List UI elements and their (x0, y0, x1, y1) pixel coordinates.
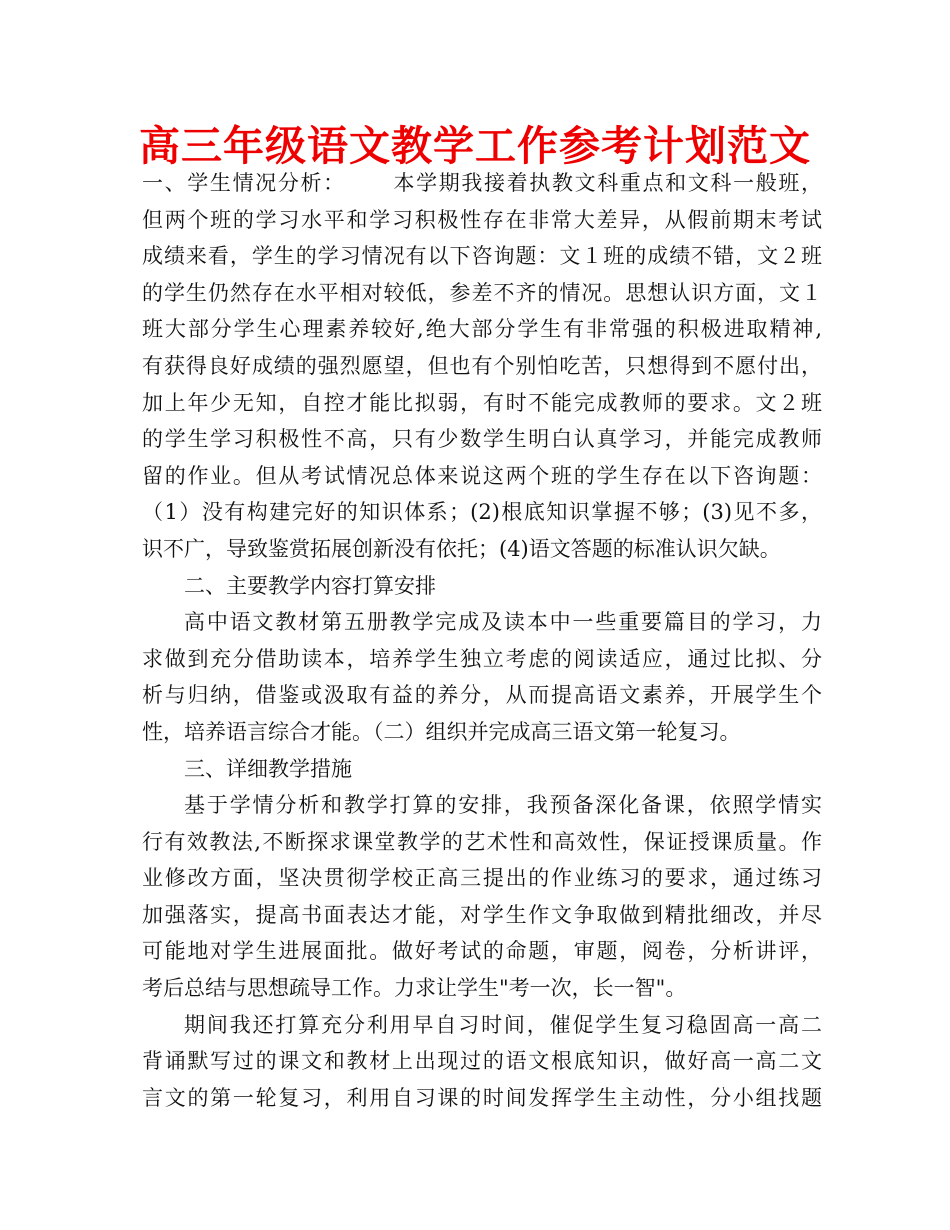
paragraph-line: 有获得良好成绩的强烈愿望，但也有个别怕吃苦，只想得到不愿付出， (142, 353, 822, 378)
paragraph-line: 求做到充分借助读本，培养学生独立考虑的阅读适应，通过比拟、分 (142, 646, 822, 671)
paragraph-line: 可能地对学生进展面批。做好考试的命题，审题，阅卷，分析讲评， (142, 939, 822, 964)
document-title: 高三年级语文教学工作参考计划范文 (139, 122, 811, 170)
paragraph-line: 高中语文教材第五册教学完成及读本中一些重要篇目的学习，力 (184, 610, 822, 635)
document-body (142, 165, 822, 1116)
paragraph-line: 言文的第一轮复习，利用自习课的时间发挥学生主动性，分小组找题 (142, 1085, 822, 1110)
paragraph-line: 加上年少无知，自控才能比拟弱，有时不能完成教师的要求。文２班 (142, 390, 822, 415)
paragraph-line: （1）没有构建完好的知识体系；(2)根底知识掌握不够；(3)见不多， (142, 500, 822, 525)
paragraph-line: 性，培养语言综合才能。（二）组织并完成高三语文第一轮复习。 (142, 719, 741, 744)
paragraph-line: 成绩来看，学生的学习情况有以下咨询题：文１班的成绩不错，文２班 (142, 244, 822, 269)
paragraph-line: 但两个班的学习水平和学习积极性存在非常大差异，从假前期末考试 (142, 207, 822, 232)
paragraph-line: 识不广，导致鉴赏拓展创新没有依托；(4)语文答题的标准认识欠缺。 (142, 536, 781, 561)
section1-heading: 一、学生情况分析： (142, 171, 346, 195)
paragraph-line: 留的作业。但从考试情况总体来说这两个班的学生存在以下咨询题： (142, 463, 822, 488)
paragraph-line: 考后总结与思想疏导工作。力求让学生"考一次，长一智"。 (142, 976, 687, 1001)
paragraph-line: 背诵默写过的课文和教材上出现过的语文根底知识，做好高一高二文 (142, 1049, 822, 1074)
paragraph-line: 业修改方面，坚决贯彻学校正高三提出的作业练习的要求，通过练习 (142, 866, 822, 891)
section1-first-line (142, 165, 822, 202)
paragraph-line: 的学生学习积极性不高，只有少数学生明白认真学习，并能完成教师 (142, 427, 822, 452)
paragraph-line: 行有效教法,不断探求课堂教学的艺术性和高效性，保证授课质量。作 (142, 829, 822, 854)
paragraph-line: 析与归纳，借鉴或汲取有益的养分，从而提高语文素养，开展学生个 (142, 683, 822, 708)
paragraph-line: 期间我还打算充分利用早自习时间，催促学生复习稳固高一高二 (184, 1012, 822, 1037)
section2-heading: 二、主要教学内容打算安排 (184, 573, 436, 598)
section3-heading: 三、详细教学措施 (184, 756, 352, 781)
paragraph-text: 本学期我接着执教文科重点和文科一般班， (391, 171, 823, 195)
paragraph-line: 基于学情分析和教学打算的安排，我预备深化备课，依照学情实 (184, 793, 822, 818)
paragraph-line: 加强落实，提高书面表达才能，对学生作文争取做到精批细改，并尽 (142, 902, 822, 927)
paragraph-line: 的学生仍然存在水平相对较低，参差不齐的情况。思想认识方面，文１ (142, 280, 822, 305)
paragraph-line: 班大部分学生心理素养较好,绝大部分学生有非常强的积极进取精神, (142, 317, 822, 342)
